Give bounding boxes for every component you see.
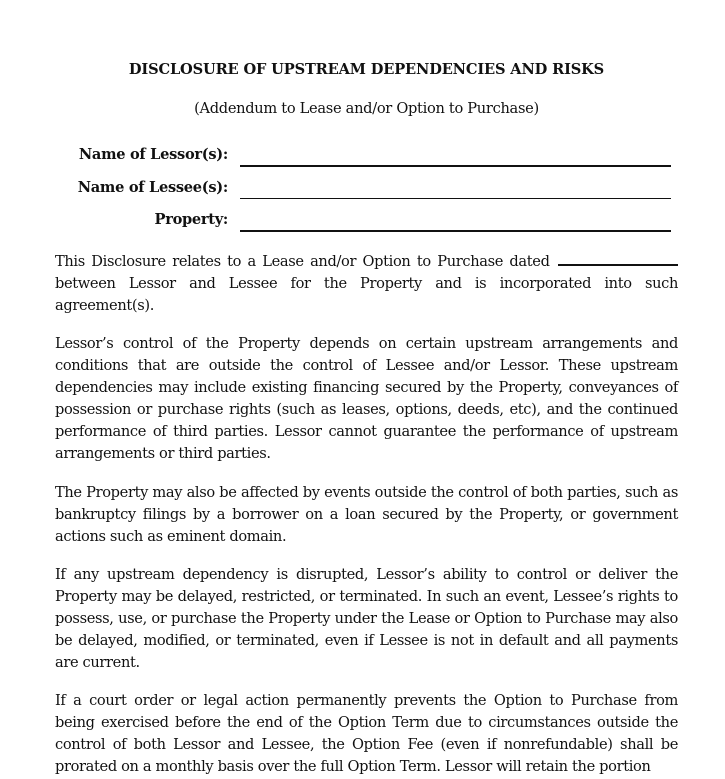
paragraph-upstream-control: Lessor’s control of the Property depends on certain upstream arrangements and conditions that are outside the control of Lessee and/or Lessor. These upstream dependencies may include existing financing secured by the Property, conveyances of possession or purchase rights (such as leases, options, deeds, etc), and the continued performance of third parties. Lessor cannot guarantee the performance of upstream arrangements or third parties.	[55, 335, 678, 462]
lessee-name-field	[0, 179, 725, 203]
lessor-name-input-line[interactable]	[240, 165, 671, 167]
intro-text-continued: between Lessor and Lessee for the Property and is incorporated into such agreement(s).	[55, 275, 678, 314]
paragraph-external-events: The Property may also be affected by events outside the control of both parties, such as bankruptcy filings by a borrower on a loan secured by the Property, or government actions such as eminent domain.	[55, 484, 678, 545]
paragraph-option-fee: If a court order or legal action permanently prevents the Option to Purchase from being exercised before the end of the Option Term due to circumstances outside the control of both Lessor and Lessee, the Option Fee (even if nonrefundable) shall be prorated on a monthly basis over the full Option Term. Lessor will retain the portion	[55, 692, 678, 775]
agreement-date-blank[interactable]	[558, 251, 678, 266]
lessor-name-field	[0, 146, 725, 170]
document-title: DISCLOSURE OF UPSTREAM DEPENDENCIES AND RISKS	[128, 61, 605, 78]
property-field	[0, 211, 725, 235]
paragraph-intro	[55, 251, 678, 317]
paragraph-disruption: If any upstream dependency is disrupted, Lessor’s ability to control or deliver the Property may be delayed, restricted, or terminated. In such an event, Lessee’s rights to possess, use, or purchase the Property under the Lease or Option to Purchase may also be delayed, modified, or terminated, even if Lessee is not in default and all payments are current.	[55, 566, 678, 671]
lessee-name-input-line[interactable]	[240, 198, 671, 199]
intro-text: This Disclosure relates to a Lease and/or Option to Purchase dated	[55, 253, 550, 270]
lessee-name-label: Name of Lessee(s):	[77, 179, 228, 196]
property-label: Property:	[154, 211, 228, 228]
document-subtitle: (Addendum to Lease and/or Option to Purchase)	[194, 100, 539, 117]
lessor-name-label: Name of Lessor(s):	[78, 146, 228, 163]
property-input-line[interactable]	[240, 230, 671, 232]
